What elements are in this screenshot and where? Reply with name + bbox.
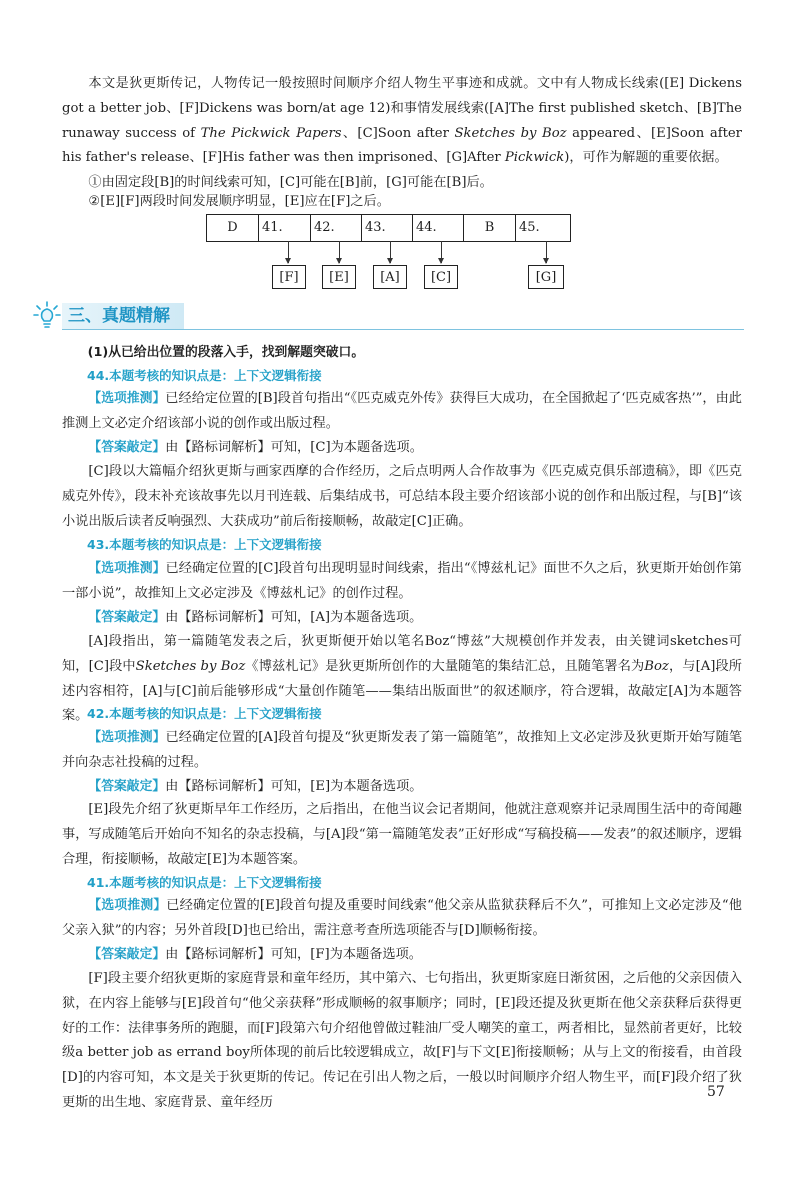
cell-fixed-d: D	[207, 215, 259, 241]
q44-heading: 44.本题考核的知识点是：上下文逻辑衔接	[87, 368, 322, 383]
cell-fixed-b: B	[464, 215, 516, 241]
q42-confirm	[62, 775, 742, 800]
arrow-44	[441, 241, 442, 263]
confirm-tag: 【答案敲定】	[88, 779, 166, 794]
order-diagram	[206, 214, 571, 290]
q43-predict	[62, 557, 742, 607]
confirm-tag: 【答案敲定】	[88, 440, 166, 455]
predict-tag: 【选项推测】	[88, 730, 166, 745]
q44-confirm	[62, 436, 742, 461]
page-number: 57	[707, 1084, 725, 1100]
intro-italic-1: The Pickwick Papers	[200, 125, 342, 141]
cell-44: 44.	[413, 215, 464, 241]
predict-tag: 【选项推测】	[88, 561, 166, 576]
arrow-41	[288, 241, 289, 263]
q41-detail: [F]段主要介绍狄更斯的家庭背景和童年经历，其中第六、七句指出，狄更斯家庭日渐贫困，之后他的父亲因债入狱，在内容上能够与[E]段首句“他父亲获释”形成顺畅的叙事顺序；同时，[E]段还提及狄更斯在他父亲获释后获得更好的工作：法律事务所的跑腿，而[F]段第六句介绍他曾做过鞋油厂受人嘲笑的童工，两者相比，显然前者更好，比较级a better job as errand boy所体现的前后比较逻辑成立，故[F]与下文[E]衔接顺畅；从与上文的衔接看，由首段[D]的内容可知，本文是关于狄更斯的传记。传记在引出人物之后，一般以时间顺序介绍人物生平，而[F]段介绍了狄更斯的出生地、家庭背景、童年经历	[62, 971, 742, 1110]
arrow-43	[390, 241, 391, 263]
q41-confirm	[62, 943, 742, 968]
q41-predict-text: 已经确定位置的[E]段首句提及重要时间线索“他父亲从监狱获释后不久”，可推知上文必定涉及“他父亲入狱”的内容；另外首段[D]也已给出，需注意考查所选项能否与[D]顺畅衔接。	[62, 898, 742, 938]
cell-42: 42.	[311, 215, 362, 241]
clue-1: ①由固定段[B]的时间线索可知，[C]可能在[B]前，[G]可能在[B]后。	[88, 175, 493, 190]
paragraph-order-row	[206, 214, 571, 242]
intro-text-2: 、[C]Soon after	[341, 125, 455, 141]
q41-heading: 41.本题考核的知识点是：上下文逻辑衔接	[87, 875, 322, 890]
intro-text-4: )，可作为解题的重要依据。	[564, 150, 728, 166]
intro-italic-2: Sketches by Boz	[454, 125, 567, 141]
answer-42: [E]	[322, 265, 356, 289]
answer-41: [F]	[272, 265, 306, 289]
q41-predict	[62, 894, 742, 944]
q44-detail: [C]段以大篇幅介绍狄更斯与画家西摩的合作经历，之后点明两人合作故事为《匹克威克俱乐部遗稿》，即《匹克威克外传》，段末补充该故事先以月刊连载、后集结成书，可总结本段主要介绍该部小说的创作和出版过程，与[B]“该小说出版后读者反响强烈、大获成功”前后衔接顺畅，故敲定[C]正确。	[62, 464, 742, 529]
q44-predict	[62, 387, 742, 437]
q43-detail-italic-2: Boz	[644, 658, 669, 674]
q44-confirm-text: 由【路标词解析】可知，[C]为本题备选项。	[165, 440, 423, 455]
subheading: (1)从已给出位置的段落入手，找到解题突破口。	[87, 345, 365, 360]
q43-confirm	[62, 606, 742, 631]
arrow-45	[546, 241, 547, 263]
q43-confirm-text: 由【路标词解析】可知，[A]为本题备选项。	[165, 610, 423, 625]
intro-paragraph	[62, 72, 742, 171]
answer-43: [A]	[373, 265, 407, 289]
cell-45: 45.	[519, 220, 540, 235]
predict-tag: 【选项推测】	[88, 391, 166, 406]
q42-predict-text: 已经确定位置的[A]段首句提及“狄更斯发表了第一篇随笔”，故推知上文必定涉及狄更斯开始写随笔并向杂志社投稿的过程。	[62, 730, 743, 770]
intro-text-3: appeared、[E]Soon after his father's release、[F]His father was then imprisoned、[G]After	[62, 125, 742, 166]
predict-tag: 【选项推测】	[88, 898, 167, 913]
q44-predict-text: 已经给定位置的[B]段首句指出“《匹克威克外传》获得巨大成功，在全国掀起了‘匹克威客热’”，由此推测上文必定介绍该部小说的创作或出版过程。	[62, 391, 742, 431]
confirm-tag: 【答案敲定】	[88, 947, 166, 962]
q43-heading: 43.本题考核的知识点是：上下文逻辑衔接	[87, 537, 322, 552]
answer-45: [G]	[528, 265, 564, 289]
q43-predict-text: 已经确定位置的[C]段首句出现明显时间线索，指出“《博兹札记》面世不久之后，狄更斯开始创作第一部小说”，故推知上文必定涉及《博兹札记》的创作过程。	[62, 561, 742, 601]
intro-italic-3: Pickwick	[504, 150, 565, 166]
section-title: 三、真题精解	[62, 303, 184, 329]
section-header	[32, 300, 744, 332]
q43-detail-text-2: 《博兹札记》是狄更斯所创作的大量随笔的集结汇总，且随笔署名为	[245, 658, 645, 674]
q42-predict	[62, 726, 742, 776]
clue-2: ②[E][F]两段时间发展顺序明显，[E]应在[F]之后。	[88, 194, 390, 209]
cell-43: 43.	[362, 215, 413, 241]
intro-text-1: 本文是狄更斯传记，人物传记一般按照时间顺序介绍人物生平事迹和成就。文中有人物成长线索([E] Dickens got a better job、[F]Dickens was born/at age 12)和事情发展线索([A]The first published sketch、[B]The runaway success of	[62, 76, 742, 141]
lightbulb-icon	[32, 300, 62, 332]
answer-44: [C]	[424, 265, 458, 289]
q41-confirm-text: 由【路标词解析】可知，[F]为本题备选项。	[165, 947, 422, 962]
q42-heading: 42.本题考核的知识点是：上下文逻辑衔接	[87, 706, 322, 721]
q42-detail: [E]段先介绍了狄更斯早年工作经历，之后指出，在他当议会记者期间，他就注意观察并记录周围生活中的奇闻趣事，写成随笔后开始向不知名的杂志投稿，与[A]段“第一篇随笔发表”正好形成“写稿投稿——发表”的叙述顺序，逻辑合理，衔接顺畅，故敲定[E]为本题答案。	[62, 802, 742, 867]
q43-detail-text-3: ，与[A]段所述内容相符，[A]与[C]前后能够形成“大量创作随笔——集结出版面世”的叙述顺序，符合逻辑，故敲定[A]为本题答案。	[62, 658, 742, 724]
section-divider	[62, 329, 744, 330]
confirm-tag: 【答案敲定】	[88, 610, 166, 625]
q43-detail-italic-1: Sketches by Boz	[135, 658, 246, 674]
arrow-42	[339, 241, 340, 263]
q42-confirm-text: 由【路标词解析】可知，[E]为本题备选项。	[165, 779, 423, 794]
q43-detail-text-1: [A]段指出，第一篇随笔发表之后，狄更斯便开始以笔名Boz“博兹”大规模创作并发表，由关键词sketches可知，[C]段中	[62, 634, 742, 674]
cell-41: 41.	[259, 215, 311, 241]
